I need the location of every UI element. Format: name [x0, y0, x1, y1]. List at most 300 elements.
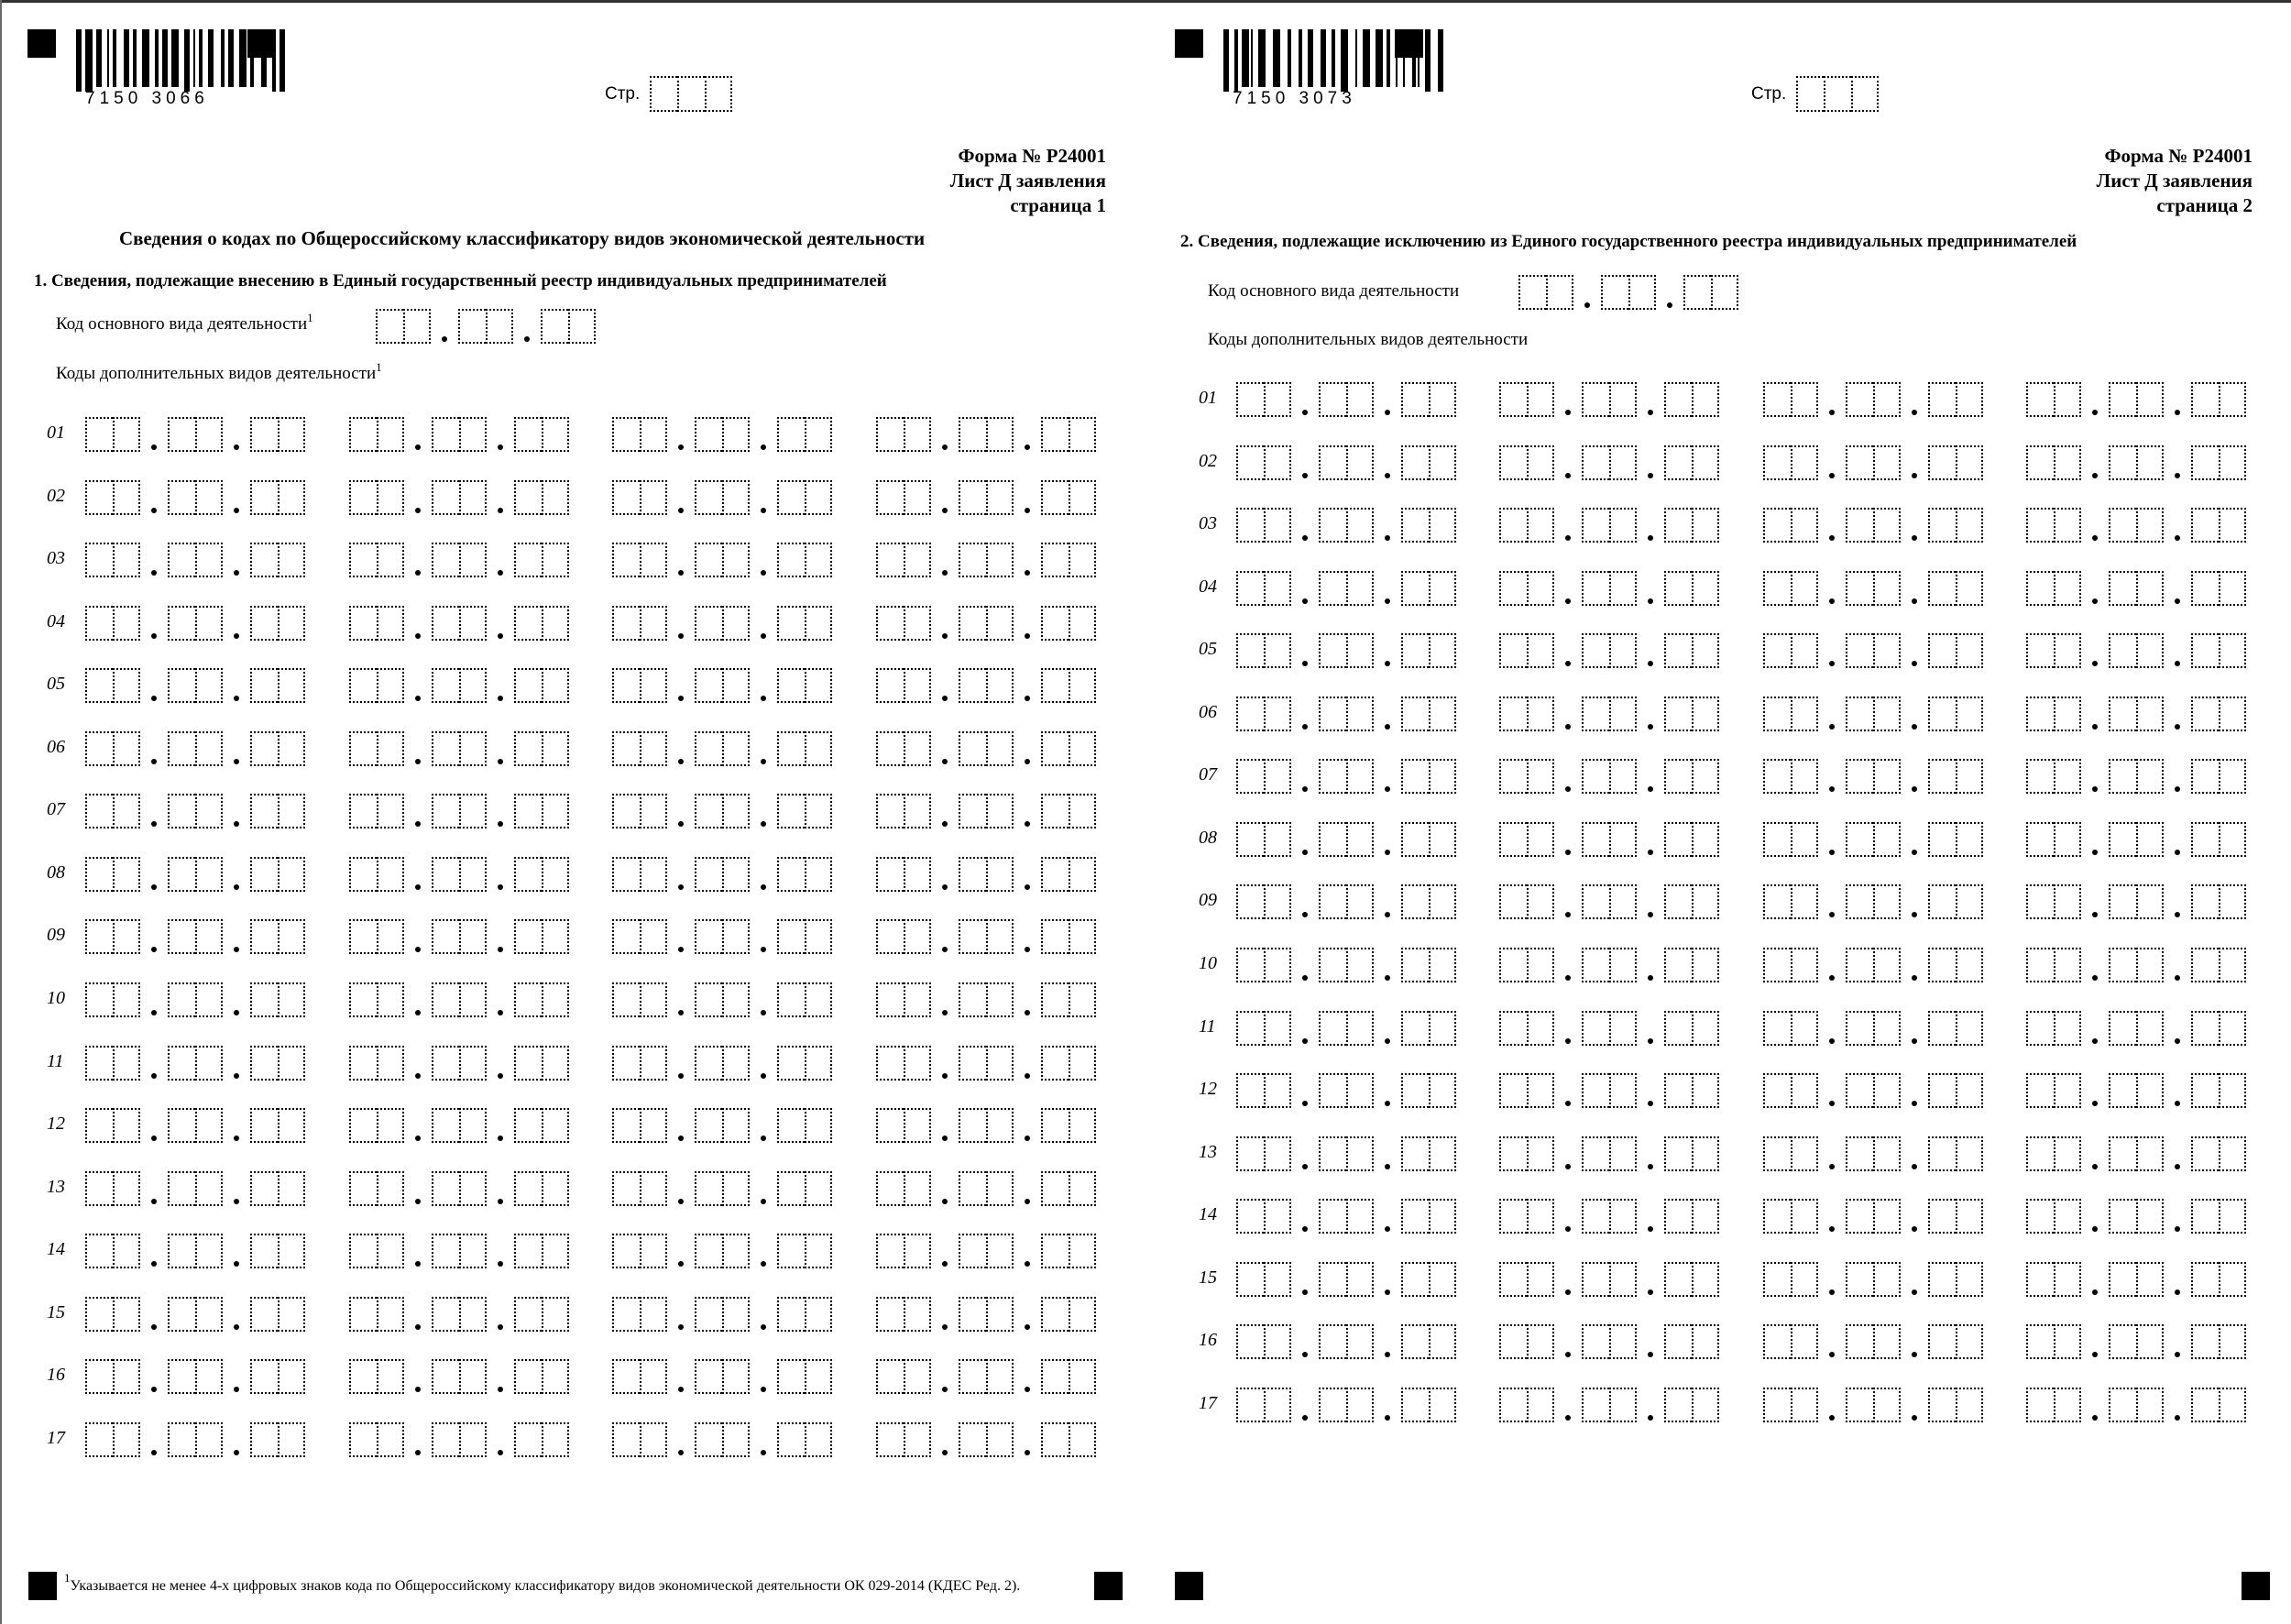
digit-cell[interactable]	[1873, 633, 1901, 668]
digit-cell[interactable]	[777, 1359, 805, 1394]
digit-cell[interactable]	[1956, 633, 1983, 668]
digit-cell[interactable]	[377, 417, 404, 452]
digit-cell[interactable]	[432, 1422, 459, 1457]
additional-activity-code-input[interactable]	[1236, 633, 1458, 670]
digit-cell[interactable]	[168, 543, 195, 577]
additional-activity-code-input[interactable]	[1499, 445, 1721, 482]
digit-cell[interactable]	[612, 982, 640, 1017]
digit-cell[interactable]	[805, 1171, 832, 1206]
additional-activity-code-input[interactable]	[612, 857, 834, 894]
digit-cell[interactable]	[459, 606, 487, 641]
additional-activity-code-input[interactable]	[876, 1297, 1098, 1333]
digit-cell[interactable]	[168, 982, 195, 1017]
additional-activity-code-input[interactable]	[1499, 1136, 1721, 1173]
additional-activity-code-input[interactable]	[876, 480, 1098, 517]
digit-cell[interactable]	[1236, 1011, 1264, 1046]
digit-cell[interactable]	[542, 1359, 569, 1394]
digit-cell[interactable]	[1264, 445, 1291, 480]
digit-cell[interactable]	[85, 1297, 113, 1332]
digit-cell[interactable]	[722, 919, 750, 954]
digit-cell[interactable]	[2054, 1262, 2081, 1297]
digit-cell[interactable]	[1264, 571, 1291, 606]
digit-cell[interactable]	[1527, 1073, 1554, 1108]
digit-cell[interactable]	[986, 982, 1014, 1017]
digit-cell[interactable]	[1873, 445, 1901, 480]
digit-cell[interactable]	[377, 1359, 404, 1394]
digit-cell[interactable]	[695, 417, 722, 452]
additional-activity-code-input[interactable]	[1499, 1324, 1721, 1361]
digit-cell[interactable]	[876, 668, 904, 703]
digit-cell[interactable]	[640, 1422, 667, 1457]
digit-cell[interactable]	[1956, 697, 1983, 731]
additional-activity-code-input[interactable]	[1499, 822, 1721, 859]
digit-cell[interactable]	[1041, 1422, 1069, 1457]
digit-cell[interactable]	[2136, 759, 2164, 794]
digit-cell[interactable]	[612, 668, 640, 703]
digit-cell[interactable]	[542, 982, 569, 1017]
digit-cell[interactable]	[612, 1297, 640, 1332]
digit-cell[interactable]	[1429, 884, 1456, 919]
digit-cell[interactable]	[904, 543, 931, 577]
digit-cell[interactable]	[2054, 1011, 2081, 1046]
digit-cell[interactable]	[113, 543, 140, 577]
digit-cell[interactable]	[1928, 633, 1956, 668]
additional-activity-code-input[interactable]	[1763, 1073, 1985, 1110]
digit-cell[interactable]	[1846, 948, 1873, 982]
digit-cell[interactable]	[959, 1422, 986, 1457]
digit-cell[interactable]	[1069, 606, 1096, 641]
digit-cell[interactable]	[1527, 1199, 1554, 1234]
digit-cell[interactable]	[349, 919, 377, 954]
digit-cell[interactable]	[959, 1359, 986, 1394]
digit-cell[interactable]	[1846, 697, 1873, 731]
digit-cell[interactable]	[250, 1234, 278, 1268]
digit-cell[interactable]	[2136, 633, 2164, 668]
digit-cell[interactable]	[2109, 571, 2136, 606]
digit-cell[interactable]	[805, 1359, 832, 1394]
additional-activity-code-input[interactable]	[2026, 822, 2248, 859]
digit-cell[interactable]	[695, 1171, 722, 1206]
digit-cell[interactable]	[876, 1359, 904, 1394]
digit-cell[interactable]	[195, 1171, 223, 1206]
digit-cell[interactable]	[2219, 822, 2246, 857]
digit-cell[interactable]	[459, 1359, 487, 1394]
digit-cell[interactable]	[1664, 884, 1692, 919]
digit-cell[interactable]	[2219, 884, 2246, 919]
digit-cell[interactable]	[113, 606, 140, 641]
digit-cell[interactable]	[1527, 1136, 1554, 1171]
digit-cell[interactable]	[459, 1108, 487, 1143]
digit-cell[interactable]	[904, 919, 931, 954]
digit-cell[interactable]	[542, 1234, 569, 1268]
digit-cell[interactable]	[1041, 668, 1069, 703]
digit-cell[interactable]	[1664, 948, 1692, 982]
digit-cell[interactable]	[1664, 1136, 1692, 1171]
digit-cell[interactable]	[2026, 1324, 2054, 1359]
digit-cell[interactable]	[349, 1297, 377, 1332]
digit-cell[interactable]	[1763, 697, 1791, 731]
digit-cell[interactable]	[2026, 759, 2054, 794]
digit-cell[interactable]	[1401, 884, 1429, 919]
digit-cell[interactable]	[1069, 417, 1096, 452]
digit-cell[interactable]	[250, 543, 278, 577]
digit-cell[interactable]	[1664, 633, 1692, 668]
digit-cell[interactable]	[432, 982, 459, 1017]
additional-activity-code-input[interactable]	[85, 1234, 307, 1270]
additional-activity-code-input[interactable]	[876, 1108, 1098, 1145]
digit-cell[interactable]	[1346, 633, 1374, 668]
digit-cell[interactable]	[2136, 508, 2164, 543]
digit-cell[interactable]	[2219, 1136, 2246, 1171]
digit-cell[interactable]	[1582, 1199, 1609, 1234]
digit-cell[interactable]	[1791, 697, 1818, 731]
digit-cell[interactable]	[542, 606, 569, 641]
digit-cell[interactable]	[1582, 1136, 1609, 1171]
digit-cell[interactable]	[1527, 822, 1554, 857]
digit-cell[interactable]	[777, 919, 805, 954]
digit-cell[interactable]	[1346, 884, 1374, 919]
digit-cell[interactable]	[459, 480, 487, 515]
digit-cell[interactable]	[1236, 948, 1264, 982]
additional-activity-code-input[interactable]	[349, 857, 571, 894]
digit-cell[interactable]	[1319, 1324, 1346, 1359]
digit-cell[interactable]	[2054, 571, 2081, 606]
digit-cell[interactable]	[2026, 571, 2054, 606]
digit-cell[interactable]	[113, 1046, 140, 1081]
digit-cell[interactable]	[2026, 382, 2054, 417]
digit-cell[interactable]	[1846, 1136, 1873, 1171]
digit-cell[interactable]	[377, 1108, 404, 1143]
digit-cell[interactable]	[2026, 884, 2054, 919]
additional-activity-code-input[interactable]	[612, 417, 834, 454]
digit-cell[interactable]	[113, 1422, 140, 1457]
digit-cell[interactable]	[1846, 1073, 1873, 1108]
digit-cell[interactable]	[459, 731, 487, 766]
digit-cell[interactable]	[640, 1171, 667, 1206]
additional-activity-code-input[interactable]	[612, 1422, 834, 1459]
digit-cell[interactable]	[2109, 697, 2136, 731]
digit-cell[interactable]	[1873, 382, 1901, 417]
digit-cell[interactable]	[1346, 1136, 1374, 1171]
additional-activity-code-input[interactable]	[349, 731, 571, 768]
additional-activity-code-input[interactable]	[85, 606, 307, 642]
digit-cell[interactable]	[1429, 822, 1456, 857]
additional-activity-code-input[interactable]	[876, 982, 1098, 1019]
additional-activity-code-input[interactable]	[1236, 759, 1458, 796]
additional-activity-code-input[interactable]	[876, 606, 1098, 642]
digit-cell[interactable]	[722, 794, 750, 828]
digit-cell[interactable]	[2054, 1388, 2081, 1422]
digit-cell[interactable]	[722, 1359, 750, 1394]
digit-cell[interactable]	[1692, 445, 1719, 480]
digit-cell[interactable]	[1582, 759, 1609, 794]
digit-cell[interactable]	[986, 606, 1014, 641]
digit-cell[interactable]	[377, 668, 404, 703]
digit-cell[interactable]	[1527, 508, 1554, 543]
digit-cell[interactable]	[1319, 633, 1346, 668]
digit-cell[interactable]	[1763, 445, 1791, 480]
digit-cell[interactable]	[1236, 1324, 1264, 1359]
digit-cell[interactable]	[1692, 822, 1719, 857]
digit-cell[interactable]	[1582, 948, 1609, 982]
digit-cell[interactable]	[722, 1297, 750, 1332]
additional-activity-code-input[interactable]	[2026, 1136, 2248, 1173]
digit-cell[interactable]	[1499, 508, 1527, 543]
digit-cell[interactable]	[1928, 1136, 1956, 1171]
digit-cell[interactable]	[2136, 571, 2164, 606]
digit-cell[interactable]	[640, 1297, 667, 1332]
digit-cell[interactable]	[1041, 1046, 1069, 1081]
digit-cell[interactable]	[1873, 759, 1901, 794]
digit-cell[interactable]	[612, 857, 640, 892]
digit-cell[interactable]	[695, 1046, 722, 1081]
additional-activity-code-input[interactable]	[2026, 697, 2248, 733]
digit-cell[interactable]	[1956, 1136, 1983, 1171]
digit-cell[interactable]	[1582, 382, 1609, 417]
digit-cell[interactable]	[1928, 1324, 1956, 1359]
digit-cell[interactable]	[1582, 508, 1609, 543]
digit-cell[interactable]	[1791, 508, 1818, 543]
digit-cell[interactable]	[2191, 508, 2219, 543]
digit-cell[interactable]	[2219, 382, 2246, 417]
digit-cell[interactable]	[1069, 1422, 1096, 1457]
digit-cell[interactable]	[1264, 1262, 1291, 1297]
digit-cell[interactable]	[1956, 1199, 1983, 1234]
digit-cell[interactable]	[2219, 445, 2246, 480]
digit-cell[interactable]	[1609, 1199, 1637, 1234]
digit-cell[interactable]	[695, 857, 722, 892]
digit-cell[interactable]	[986, 417, 1014, 452]
digit-cell[interactable]	[1041, 480, 1069, 515]
digit-cell[interactable]	[677, 76, 705, 112]
additional-activity-code-input[interactable]	[1499, 382, 1721, 419]
additional-activity-code-input[interactable]	[2026, 1262, 2248, 1299]
digit-cell[interactable]	[1763, 1324, 1791, 1359]
digit-cell[interactable]	[1069, 731, 1096, 766]
digit-cell[interactable]	[904, 982, 931, 1017]
digit-cell[interactable]	[1499, 633, 1527, 668]
digit-cell[interactable]	[1069, 1234, 1096, 1268]
digit-cell[interactable]	[195, 543, 223, 577]
digit-cell[interactable]	[986, 1234, 1014, 1268]
digit-cell[interactable]	[1873, 1262, 1901, 1297]
digit-cell[interactable]	[695, 1234, 722, 1268]
digit-cell[interactable]	[777, 1234, 805, 1268]
digit-cell[interactable]	[278, 1297, 305, 1332]
digit-cell[interactable]	[514, 1422, 542, 1457]
digit-cell[interactable]	[85, 794, 113, 828]
digit-cell[interactable]	[1692, 1324, 1719, 1359]
digit-cell[interactable]	[2054, 445, 2081, 480]
digit-cell[interactable]	[612, 794, 640, 828]
digit-cell[interactable]	[1069, 794, 1096, 828]
digit-cell[interactable]	[250, 1359, 278, 1394]
digit-cell[interactable]	[1609, 1324, 1637, 1359]
digit-cell[interactable]	[1236, 1073, 1264, 1108]
digit-cell[interactable]	[1692, 382, 1719, 417]
digit-cell[interactable]	[168, 1359, 195, 1394]
digit-cell[interactable]	[1928, 508, 1956, 543]
digit-cell[interactable]	[1791, 382, 1818, 417]
digit-cell[interactable]	[1692, 508, 1719, 543]
digit-cell[interactable]	[959, 668, 986, 703]
digit-cell[interactable]	[349, 1422, 377, 1457]
digit-cell[interactable]	[349, 1234, 377, 1268]
digit-cell[interactable]	[640, 731, 667, 766]
digit-cell[interactable]	[1264, 759, 1291, 794]
additional-activity-code-input[interactable]	[876, 1359, 1098, 1396]
additional-activity-code-input[interactable]	[349, 606, 571, 642]
digit-cell[interactable]	[722, 1234, 750, 1268]
digit-cell[interactable]	[695, 1359, 722, 1394]
digit-cell[interactable]	[1499, 759, 1527, 794]
digit-cell[interactable]	[805, 857, 832, 892]
digit-cell[interactable]	[541, 309, 568, 344]
digit-cell[interactable]	[432, 919, 459, 954]
digit-cell[interactable]	[2136, 1136, 2164, 1171]
digit-cell[interactable]	[1346, 1388, 1374, 1422]
additional-activity-code-input[interactable]	[876, 1171, 1098, 1208]
digit-cell[interactable]	[777, 731, 805, 766]
digit-cell[interactable]	[168, 668, 195, 703]
digit-cell[interactable]	[805, 919, 832, 954]
digit-cell[interactable]	[1609, 759, 1637, 794]
digit-cell[interactable]	[85, 731, 113, 766]
digit-cell[interactable]	[904, 480, 931, 515]
digit-cell[interactable]	[195, 1297, 223, 1332]
digit-cell[interactable]	[777, 606, 805, 641]
additional-activity-code-input[interactable]	[612, 1297, 834, 1333]
digit-cell[interactable]	[1041, 543, 1069, 577]
digit-cell[interactable]	[1956, 884, 1983, 919]
digit-cell[interactable]	[1041, 919, 1069, 954]
digit-cell[interactable]	[1873, 822, 1901, 857]
digit-cell[interactable]	[278, 1046, 305, 1081]
digit-cell[interactable]	[722, 606, 750, 641]
digit-cell[interactable]	[959, 543, 986, 577]
additional-activity-code-input[interactable]	[1236, 1262, 1458, 1299]
digit-cell[interactable]	[1429, 697, 1456, 731]
digit-cell[interactable]	[805, 982, 832, 1017]
digit-cell[interactable]	[2026, 1199, 2054, 1234]
digit-cell[interactable]	[1791, 1388, 1818, 1422]
digit-cell[interactable]	[1069, 1171, 1096, 1206]
digit-cell[interactable]	[377, 794, 404, 828]
digit-cell[interactable]	[2136, 697, 2164, 731]
digit-cell[interactable]	[959, 1171, 986, 1206]
digit-cell[interactable]	[904, 1108, 931, 1143]
additional-activity-code-input[interactable]	[1763, 948, 1985, 984]
digit-cell[interactable]	[876, 982, 904, 1017]
digit-cell[interactable]	[1401, 1136, 1429, 1171]
additional-activity-code-input[interactable]	[2026, 884, 2248, 921]
digit-cell[interactable]	[2136, 1011, 2164, 1046]
digit-cell[interactable]	[1499, 884, 1527, 919]
digit-cell[interactable]	[612, 543, 640, 577]
digit-cell[interactable]	[542, 794, 569, 828]
digit-cell[interactable]	[876, 1234, 904, 1268]
digit-cell[interactable]	[1236, 1262, 1264, 1297]
additional-activity-code-input[interactable]	[1499, 697, 1721, 733]
digit-cell[interactable]	[1692, 633, 1719, 668]
digit-cell[interactable]	[432, 1108, 459, 1143]
digit-cell[interactable]	[1264, 1324, 1291, 1359]
digit-cell[interactable]	[250, 1171, 278, 1206]
digit-cell[interactable]	[85, 1359, 113, 1394]
digit-cell[interactable]	[349, 480, 377, 515]
digit-cell[interactable]	[1401, 1324, 1429, 1359]
digit-cell[interactable]	[195, 731, 223, 766]
digit-cell[interactable]	[1527, 884, 1554, 919]
digit-cell[interactable]	[349, 1108, 377, 1143]
digit-cell[interactable]	[1429, 382, 1456, 417]
additional-activity-code-input[interactable]	[876, 794, 1098, 830]
digit-cell[interactable]	[2109, 1388, 2136, 1422]
digit-cell[interactable]	[349, 417, 377, 452]
digit-cell[interactable]	[278, 480, 305, 515]
digit-cell[interactable]	[1664, 445, 1692, 480]
additional-activity-code-input[interactable]	[1499, 1388, 1721, 1424]
digit-cell[interactable]	[1851, 76, 1879, 112]
digit-cell[interactable]	[250, 857, 278, 892]
additional-activity-code-input[interactable]	[876, 731, 1098, 768]
digit-cell[interactable]	[2054, 948, 2081, 982]
additional-activity-code-input[interactable]	[85, 417, 307, 454]
digit-cell[interactable]	[459, 857, 487, 892]
digit-cell[interactable]	[250, 919, 278, 954]
digit-cell[interactable]	[1928, 1388, 1956, 1422]
digit-cell[interactable]	[1319, 948, 1346, 982]
additional-activity-code-input[interactable]	[2026, 633, 2248, 670]
digit-cell[interactable]	[432, 668, 459, 703]
digit-cell[interactable]	[1499, 822, 1527, 857]
main-activity-code-input[interactable]	[376, 309, 597, 346]
digit-cell[interactable]	[1429, 759, 1456, 794]
digit-cell[interactable]	[1763, 1011, 1791, 1046]
digit-cell[interactable]	[2109, 1199, 2136, 1234]
digit-cell[interactable]	[1873, 884, 1901, 919]
digit-cell[interactable]	[1236, 445, 1264, 480]
digit-cell[interactable]	[1069, 543, 1096, 577]
digit-cell[interactable]	[2136, 1324, 2164, 1359]
additional-activity-code-input[interactable]	[1236, 1073, 1458, 1110]
digit-cell[interactable]	[1791, 445, 1818, 480]
digit-cell[interactable]	[1236, 759, 1264, 794]
digit-cell[interactable]	[2219, 948, 2246, 982]
additional-activity-code-input[interactable]	[1236, 697, 1458, 733]
digit-cell[interactable]	[2191, 1073, 2219, 1108]
additional-activity-code-input[interactable]	[85, 919, 307, 956]
digit-cell[interactable]	[1319, 445, 1346, 480]
digit-cell[interactable]	[1609, 1073, 1637, 1108]
digit-cell[interactable]	[1319, 884, 1346, 919]
digit-cell[interactable]	[805, 1046, 832, 1081]
digit-cell[interactable]	[1401, 948, 1429, 982]
digit-cell[interactable]	[1664, 1388, 1692, 1422]
digit-cell[interactable]	[986, 857, 1014, 892]
additional-activity-code-input[interactable]	[349, 417, 571, 454]
additional-activity-code-input[interactable]	[1236, 1011, 1458, 1048]
digit-cell[interactable]	[1692, 1199, 1719, 1234]
digit-cell[interactable]	[1041, 1359, 1069, 1394]
digit-cell[interactable]	[2191, 1324, 2219, 1359]
digit-cell[interactable]	[2191, 884, 2219, 919]
digit-cell[interactable]	[1763, 948, 1791, 982]
additional-activity-code-input[interactable]	[2026, 382, 2248, 419]
digit-cell[interactable]	[432, 1359, 459, 1394]
digit-cell[interactable]	[1582, 697, 1609, 731]
additional-activity-code-input[interactable]	[349, 1234, 571, 1270]
